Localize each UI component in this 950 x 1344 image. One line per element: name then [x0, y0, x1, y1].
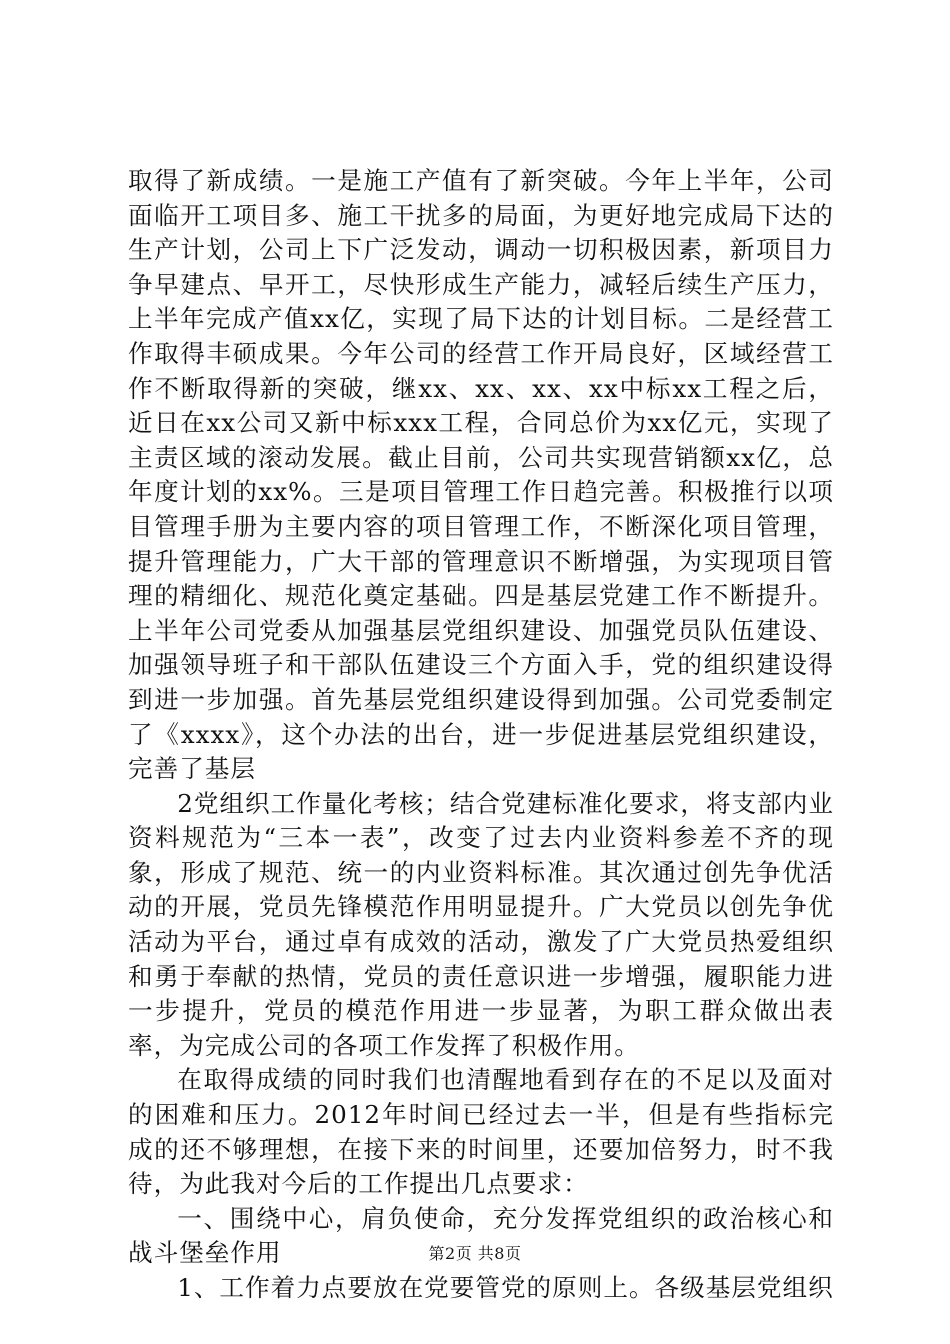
paragraph-1: 取得了新成绩。一是施工产值有了新突破。今年上半年，公司面临开工项目多、施工干扰多的局面，为更好地完成局下达的生产计划，公司上下广泛发动，调动一切积极因素，新项目力争早建点、早开工，尽快形成生产能力，减轻后续生产压力，上半年完成产值xx亿，实现了局下达的计划目标。二是经营工作取得丰硕成果。今年公司的经营工作开局良好，区域经营工作不断取得新的突破，继xx、xx、xx、xx中标xx工程之后，近日在xx公司又新中标xxx工程，合同总价为xx亿元，实现了主责区域的滚动发展。截止目前，公司共实现营销额xx亿，总年度计划的xx%。三是项目管理工作日趋完善。积极推行以项目管理手册为主要内容的项目管理工作，不断深化项目管理，提升管理能力，广大干部的管理意识不断增强，为实现项目管理的精细化、规范化奠定基础。四是基层党建工作不断提升。上半年公司党委从加强基层党组织建设、加强党员队伍建设、加强领导班子和干部队伍建设三个方面入手，党的组织建设得到进一步加强。首先基层党组织建设得到加强。公司党委制定了《xxxx》，这个办法的出台，进一步促进基层党组织建设，完善了基层: [128, 166, 834, 784]
paragraph-4: 1、工作着力点要放在党要管党的原则上。各级基层党组织: [177, 1273, 834, 1302]
section-heading-1: 一、围绕中心，肩负使命，充分发挥党组织的政治核心和战斗堡垒作用: [128, 1203, 834, 1268]
page-number-footer: 第2页 共8页: [428, 1244, 522, 1263]
paragraph-2: 2党组织工作量化考核；结合党建标准化要求，将支部内业资料规范为“三本一表”，改变了过去内业资料参差不齐的现象，形成了规范、统一的内业资料标准。其次通过创先争优活动的开展，党员先锋模范作用明显提升。广大党员以创先争优活动为平台，通过卓有成效的活动，激发了广大党员热爱组织和勇于奉献的热情，党员的责任意识进一步增强，履职能力进一步提升，党员的模范作用进一步显著，为职工群众做出表率，为完成公司的各项工作发挥了积极作用。: [128, 788, 834, 1060]
document-body: [128, 164, 834, 1306]
paragraph-3: 在取得成绩的同时我们也清醒地看到存在的不足以及面对的困难和压力。2012年时间已经过去一半，但是有些指标完成的还不够理想，在接下来的时间里，还要加倍努力，时不我待，为此我对今后的工作提出几点要求：: [128, 1065, 834, 1199]
